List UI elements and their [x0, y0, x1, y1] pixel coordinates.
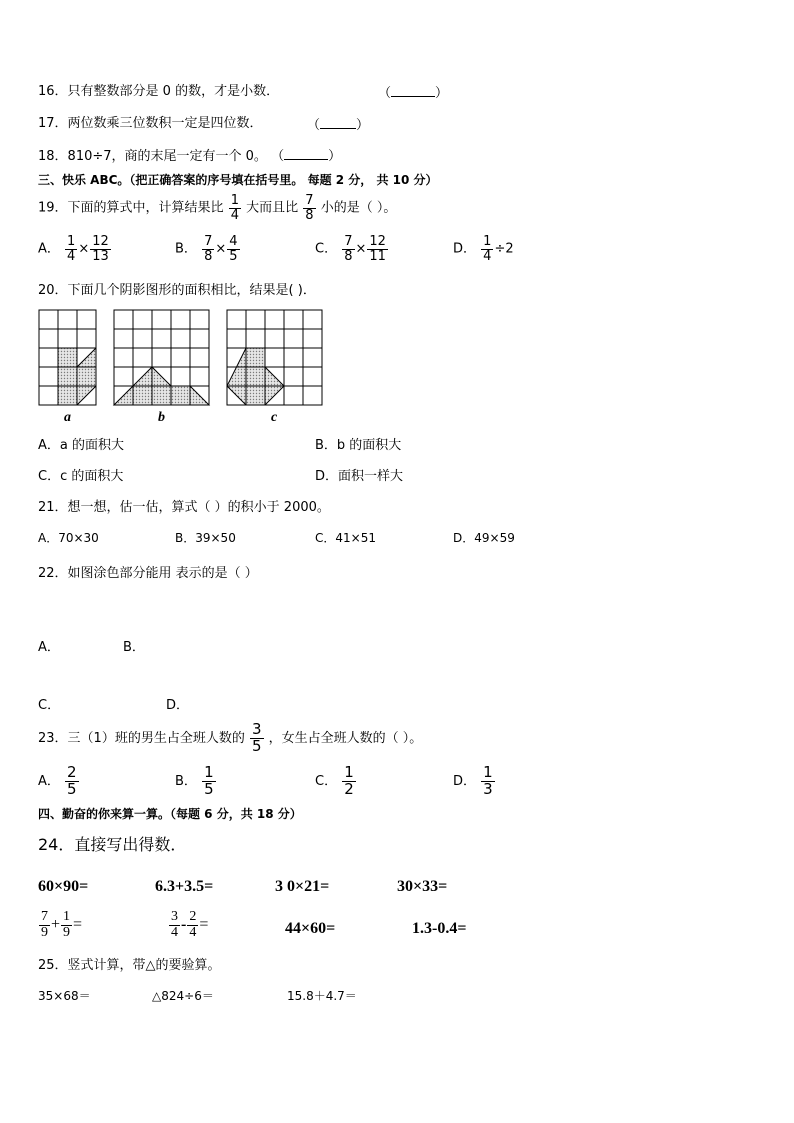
- denominator: 8: [344, 248, 353, 264]
- q20-option-b[interactable]: B．b 的面积大: [315, 438, 402, 453]
- denominator: 4: [67, 248, 76, 264]
- numerator: 1: [344, 763, 354, 781]
- fraction-seven-eighths: [303, 194, 315, 222]
- denominator: 13: [92, 248, 109, 264]
- fraction: [169, 910, 180, 940]
- numerator: 1: [63, 909, 71, 924]
- numerator: 2: [67, 763, 77, 781]
- numerator: 7: [204, 234, 213, 249]
- denominator: 9: [41, 924, 48, 940]
- calc-44x60: 44×60=: [285, 920, 336, 937]
- fraction: [65, 765, 79, 798]
- question-16: [38, 85, 279, 98]
- question-18-text: 18．810÷7，商的末尾一定有一个 0。: [38, 149, 267, 164]
- numerator: 12: [92, 234, 109, 249]
- paren-close: ）: [328, 149, 342, 164]
- calc-824div6: △824÷6＝: [152, 989, 214, 1003]
- q21-option-b[interactable]: B．39×50: [175, 531, 236, 545]
- q22-option-c[interactable]: C．: [38, 698, 61, 713]
- denominator: 4: [171, 924, 178, 940]
- question-23-prefix: 23．三（1）班的男生占全班人数的: [38, 730, 245, 746]
- q19-option-a[interactable]: [38, 235, 112, 263]
- numerator: 1: [67, 234, 76, 249]
- operator: ×: [78, 241, 90, 257]
- question-23: [38, 722, 422, 755]
- denominator: 5: [204, 779, 214, 798]
- q21-option-d[interactable]: D．49×59: [453, 531, 515, 545]
- paren-close: ）: [356, 118, 370, 133]
- equals: =: [199, 916, 209, 934]
- denominator: 2: [344, 779, 354, 798]
- denominator: 4: [189, 924, 197, 940]
- denominator: 4: [483, 248, 492, 264]
- q20-option-a[interactable]: A．a 的面积大: [38, 438, 124, 453]
- fraction: [90, 235, 111, 263]
- question-20-text: 20．下面几个阴影图形的面积相比，结果是( )．: [38, 283, 316, 298]
- grid-figure-c: [227, 310, 322, 405]
- q20-option-c[interactable]: C．c 的面积大: [38, 469, 124, 484]
- paren-open: （: [271, 149, 285, 164]
- numerator: 1: [204, 763, 214, 781]
- option-label: A．: [38, 773, 60, 789]
- numerator: 3: [251, 720, 262, 738]
- option-label: B．: [175, 773, 197, 789]
- numerator: 3: [171, 909, 178, 924]
- option-label: C．: [315, 773, 338, 789]
- fraction: [367, 235, 388, 263]
- operator: -: [181, 916, 187, 934]
- fraction: [61, 910, 72, 940]
- question-17-text: 17．两位数乘三位数积一定是四位数．: [38, 116, 263, 131]
- denominator: 4: [230, 207, 239, 223]
- equals: =: [73, 916, 83, 934]
- numerator: 7: [305, 193, 314, 208]
- calc-1.3minus0.4: 1.3-0.4=: [412, 920, 467, 937]
- question-17: [38, 117, 263, 130]
- q22-option-a[interactable]: A．: [38, 640, 60, 655]
- grid-label-a: a: [64, 410, 71, 425]
- denominator: 5: [251, 736, 262, 755]
- question-19-middle: 大而且比: [246, 200, 299, 216]
- question-19-prefix: 19．下面的算式中，计算结果比: [38, 200, 224, 216]
- operator: ×: [215, 241, 227, 257]
- denominator: 5: [67, 779, 77, 798]
- grid-figure-a: [39, 310, 96, 405]
- denominator: 5: [229, 248, 238, 264]
- q23-option-c[interactable]: [315, 765, 357, 798]
- fraction: [227, 235, 239, 263]
- option-label: A．: [38, 241, 60, 257]
- shaded-grid-figures: [36, 308, 326, 406]
- fraction: [342, 235, 354, 263]
- q22-option-d[interactable]: D．: [166, 698, 190, 713]
- q19-option-d[interactable]: [453, 235, 514, 263]
- q21-option-c[interactable]: C．41×51: [315, 531, 376, 545]
- option-label: D．: [453, 773, 477, 789]
- numerator: 2: [189, 909, 197, 924]
- calc-30x21: 3 0×21=: [275, 878, 330, 895]
- numerator: 7: [344, 234, 353, 249]
- operator: +: [51, 916, 61, 934]
- question-22-text: 22．如图涂色部分能用 表示的是（ ）: [38, 566, 258, 581]
- denominator: 8: [204, 248, 213, 264]
- calc-6.3plus3.5: 6.3+3.5=: [155, 878, 214, 895]
- answer-blank-16[interactable]: [378, 85, 448, 100]
- answer-blank-17[interactable]: [307, 117, 369, 132]
- fraction: [65, 235, 77, 263]
- fraction: [202, 235, 214, 263]
- q21-option-a[interactable]: A．70×30: [38, 531, 99, 545]
- question-18: [38, 148, 341, 163]
- fraction: [342, 765, 356, 798]
- option-label: B．: [175, 241, 197, 257]
- grid-label-c: c: [271, 410, 278, 425]
- calc-15.8plus4.7: 15.8＋4.7＝: [287, 989, 357, 1003]
- fraction: [39, 910, 50, 940]
- q20-option-d[interactable]: D．面积一样大: [315, 469, 404, 484]
- paren-open: （: [307, 118, 321, 133]
- fraction: [187, 910, 198, 940]
- q23-option-b[interactable]: [175, 765, 217, 798]
- calc-60x90: 60×90=: [38, 878, 89, 895]
- question-21-text: 21．想一想，估一估，算式（ ）的积小于 2000。: [38, 500, 330, 515]
- question-19: [38, 194, 396, 222]
- denominator: 9: [63, 924, 71, 940]
- question-19-suffix: 小的是（ ）。: [320, 200, 397, 216]
- numerator: 4: [229, 234, 238, 249]
- numerator: 1: [483, 234, 492, 249]
- denominator: 11: [369, 248, 386, 264]
- fraction-one-quarter: [229, 194, 241, 222]
- q19-option-b[interactable]: [175, 235, 241, 263]
- q19-option-c[interactable]: [315, 235, 389, 263]
- fraction: [481, 235, 493, 263]
- operator: ×: [355, 241, 367, 257]
- paren-close: ）: [435, 86, 449, 101]
- calc-3-4-minus-2-4: [168, 910, 208, 940]
- q23-option-a[interactable]: [38, 765, 80, 798]
- grid-label-b: b: [158, 410, 165, 425]
- option-label: D．: [453, 241, 477, 257]
- section-4-title: 四、勤奋的你来算一算。（每题 6 分，共 18 分）: [38, 807, 302, 821]
- option-label: C．: [315, 241, 338, 257]
- grid-figure-b: [114, 310, 209, 405]
- question-25-text: 25．竖式计算，带△的要验算。: [38, 958, 221, 973]
- denominator: 8: [305, 207, 314, 223]
- question-16-text: 16．只有整数部分是 0 的数，才是小数．: [38, 84, 280, 99]
- numerator: 1: [230, 193, 239, 208]
- numerator: 1: [483, 763, 493, 781]
- q23-option-d[interactable]: [453, 765, 496, 798]
- shaded-region-c: [227, 348, 284, 405]
- q22-option-b[interactable]: B．: [123, 640, 145, 655]
- section-3-title: 三、快乐 ABC。（把正确答案的序号填在括号里。 每题 2 分， 共 10 分）: [38, 173, 438, 187]
- fraction: [202, 765, 216, 798]
- calc-30x33: 30×33=: [397, 878, 448, 895]
- operator: ÷2: [494, 241, 514, 257]
- answer-blank-18[interactable]: [271, 149, 341, 164]
- calc-35x68: 35×68＝: [38, 989, 91, 1003]
- paren-open: （: [378, 86, 392, 101]
- numerator: 12: [369, 234, 386, 249]
- fraction-three-fifths: [250, 722, 264, 755]
- numerator: 7: [41, 909, 48, 924]
- calc-7-9-plus-1-9: [38, 910, 82, 940]
- question-24-text: 24．直接写出得数．: [38, 835, 187, 854]
- fraction: [481, 765, 495, 798]
- denominator: 3: [483, 779, 493, 798]
- question-23-suffix: ，女生占全班人数的（ ）。: [268, 730, 423, 746]
